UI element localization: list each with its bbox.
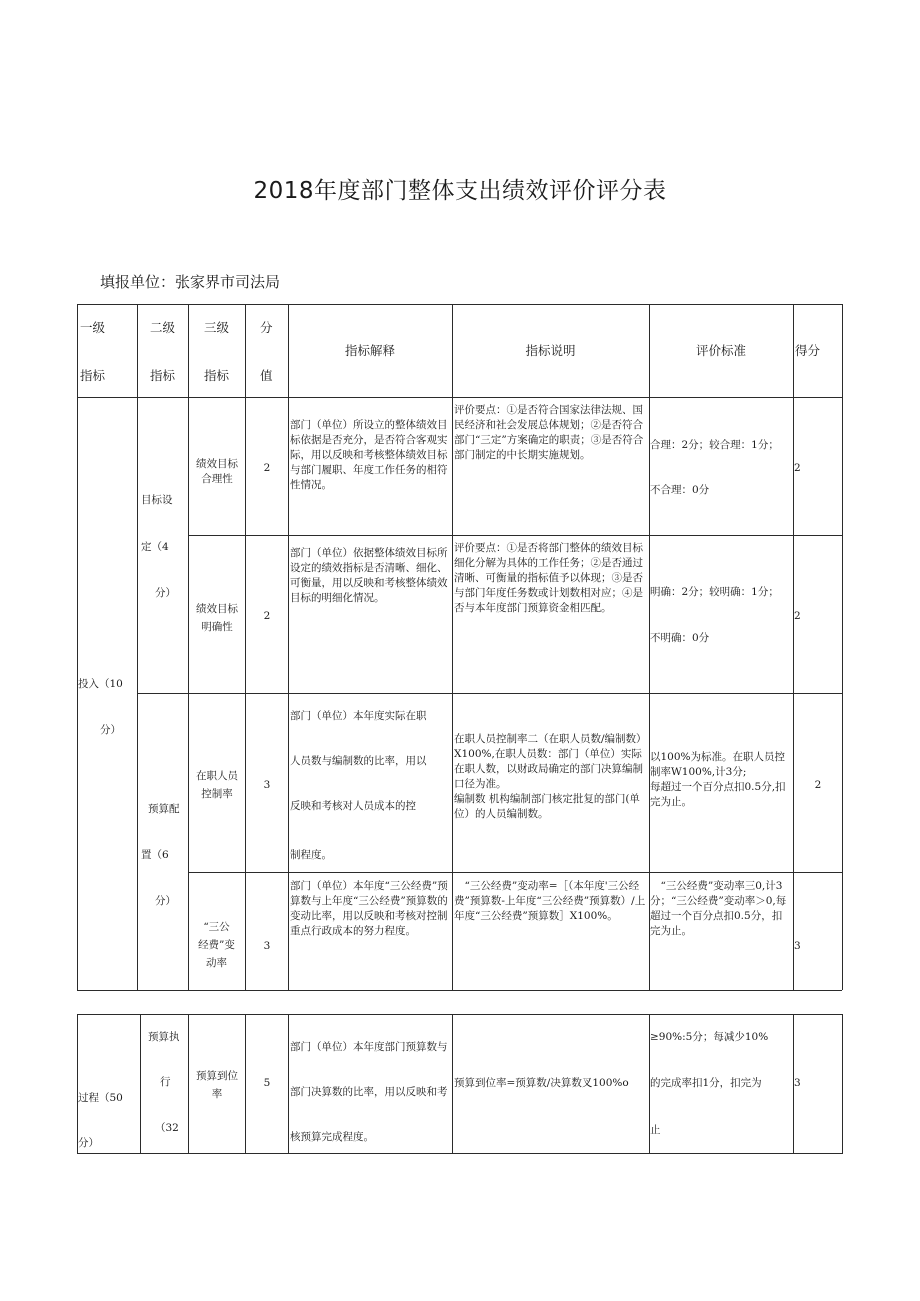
row2-desc: 评价要点：①是否将部门整体的绩效目标细化分解为具体的工作任务；②是否通过清晰、可衡量的指标值予以体现；③是否与部门年度任务数或计划数相对应；④是否与本年度部门预算资金相匹配。 <box>454 542 643 614</box>
row1-got: 2 <box>794 462 801 474</box>
header-score-line2: 值 <box>260 368 273 383</box>
row2-criteria1: 明确：2分；较明确：1分； <box>650 586 779 598</box>
page-title: 2018年度部门整体支出绩效评价评分表 <box>253 178 667 204</box>
row1-desc: 评价要点：①是否符合国家法律法规、国民经济和社会发展总体规划；②是否符合部门“三定”方案确定的职责；③是否符合部门制定的中长期实施规划。 <box>454 404 644 461</box>
row1-criteria2: 不合理：0分 <box>650 484 710 496</box>
reporting-unit: 填报单位：张家界市司法局 <box>100 273 281 291</box>
row3-score: 3 <box>263 779 271 791</box>
header-score-line1: 分 <box>260 320 273 335</box>
row2-name: 绩效目标 明确性 <box>196 603 238 633</box>
row3-desc: 在职人员控制率二（在职人员数/编制数）X100%,在职人员数：部门（单位）实际在职人数，以财政局确定的部门决算编制口径为准。 编制数 机构编制部门核定批复的部门(单位）的人员编制数。 <box>454 733 647 820</box>
row5-explain-line1: 部门（单位）本年度部门预算数与 <box>290 1041 448 1053</box>
row3-explain-line2: 人员数与编制数的比率，用以 <box>290 755 427 767</box>
row3-name: 在职人员 控制率 <box>196 770 238 800</box>
group-process-line1: 过程（50 <box>78 1092 123 1104</box>
row2-explain: 部门（单位）依据整体绩效目标所设定的绩效指标是否清晰、细化、可衡量，用以反映和考核整体绩效目标的明细化情况。 <box>290 547 448 604</box>
row4-desc: “三公经费”变动率=［（本年度'三公经费”预算数-上年度“三公经费”预算数）/上年度“三公经费”预算数］X100%。 <box>454 880 646 922</box>
row3-got: 2 <box>814 779 822 791</box>
row2-score: 2 <box>263 610 271 622</box>
row5-got: 3 <box>794 1077 801 1089</box>
row4-got: 3 <box>794 940 801 952</box>
row2-criteria2: 不明确：0分 <box>650 632 710 644</box>
group-alloc-line1: 预算配 <box>148 803 180 815</box>
group-alloc-line3: 分） <box>155 895 176 907</box>
header-level3-line1: 三级 <box>204 320 230 335</box>
row5-desc: 预算到位率=预算数/决算数叉100%o <box>454 1077 629 1089</box>
header-level2-line1: 二级 <box>150 320 176 335</box>
row3-explain-line4: 制程度。 <box>290 849 332 861</box>
header-criteria: 评价标准 <box>695 343 746 358</box>
group-input-line2: 分） <box>100 724 121 736</box>
row3-criteria: 以100%为标准。在职人员控制率W100%,计3分; 每超过一个百分点扣0.5分,扣完为止。 <box>650 751 786 808</box>
group-exec-line1: 预算执 <box>148 1031 180 1043</box>
group-input-line1: 投入（10 <box>78 678 123 690</box>
header-level1-line2: 指标 <box>80 368 106 383</box>
group-goal-line3: 分） <box>155 587 176 599</box>
row1-name: 绩效目标 合理性 <box>196 458 238 485</box>
row4-criteria: “三公经费”变动率三0,计3分；“三公经费”变动率＞0,每超过一个百分点扣0.5分，扣完为止。 <box>650 880 787 937</box>
row4-score: 3 <box>263 940 271 952</box>
row5-criteria-line2: 的完成率扣1分，扣完为 <box>650 1077 762 1089</box>
group-alloc-line2: 置（6 <box>141 849 169 861</box>
header-got: 得分 <box>795 343 821 358</box>
row3-explain-line3: 反映和考核对人员成本的控 <box>290 800 416 812</box>
row4-explain: 部门（单位）本年度“三公经费”预算数与上年度“三公经费”预算数的变动比率，用以反映和考核对控制重点行政成本的努力程度。 <box>290 880 448 937</box>
group-exec-line2: 行 <box>160 1076 171 1088</box>
row2-got: 2 <box>794 610 801 622</box>
row1-criteria1: 合理：2分；较合理：1分； <box>650 439 779 451</box>
group-goal-line1: 目标设 <box>141 494 173 506</box>
row5-explain-line3: 核预算完成程度。 <box>290 1131 374 1143</box>
row5-criteria-line1: ≥90%:5分；每减少10% <box>650 1031 769 1043</box>
row3-explain-line1: 部门（单位）本年度实际在职 <box>290 710 427 722</box>
group-exec-line3: （32 <box>155 1122 179 1134</box>
header-level2-line2: 指标 <box>150 368 176 383</box>
header-desc: 指标说明 <box>525 343 576 358</box>
header-level1-line1: 一级 <box>80 320 106 335</box>
group-process-line2: 分） <box>78 1137 99 1149</box>
group-goal-line2: 定（4 <box>141 541 169 553</box>
row5-criteria-line3: 止 <box>650 1124 661 1136</box>
row4-name: “三公 经费”变 动率 <box>198 921 235 969</box>
row1-score: 2 <box>263 462 271 474</box>
header-level3-line2: 指标 <box>204 368 230 383</box>
row5-score: 5 <box>263 1077 271 1089</box>
row5-explain-line2: 部门决算数的比率，用以反映和考 <box>290 1086 448 1098</box>
row5-name: 预算到位 率 <box>196 1070 238 1100</box>
row1-explain: 部门（单位）所设立的整体绩效目标依据是否充分，是否符合客观实际，用以反映和考核整体绩效目标与部门履职、年度工作任务的相符性情况。 <box>290 419 448 491</box>
header-explain: 指标解释 <box>344 343 395 358</box>
